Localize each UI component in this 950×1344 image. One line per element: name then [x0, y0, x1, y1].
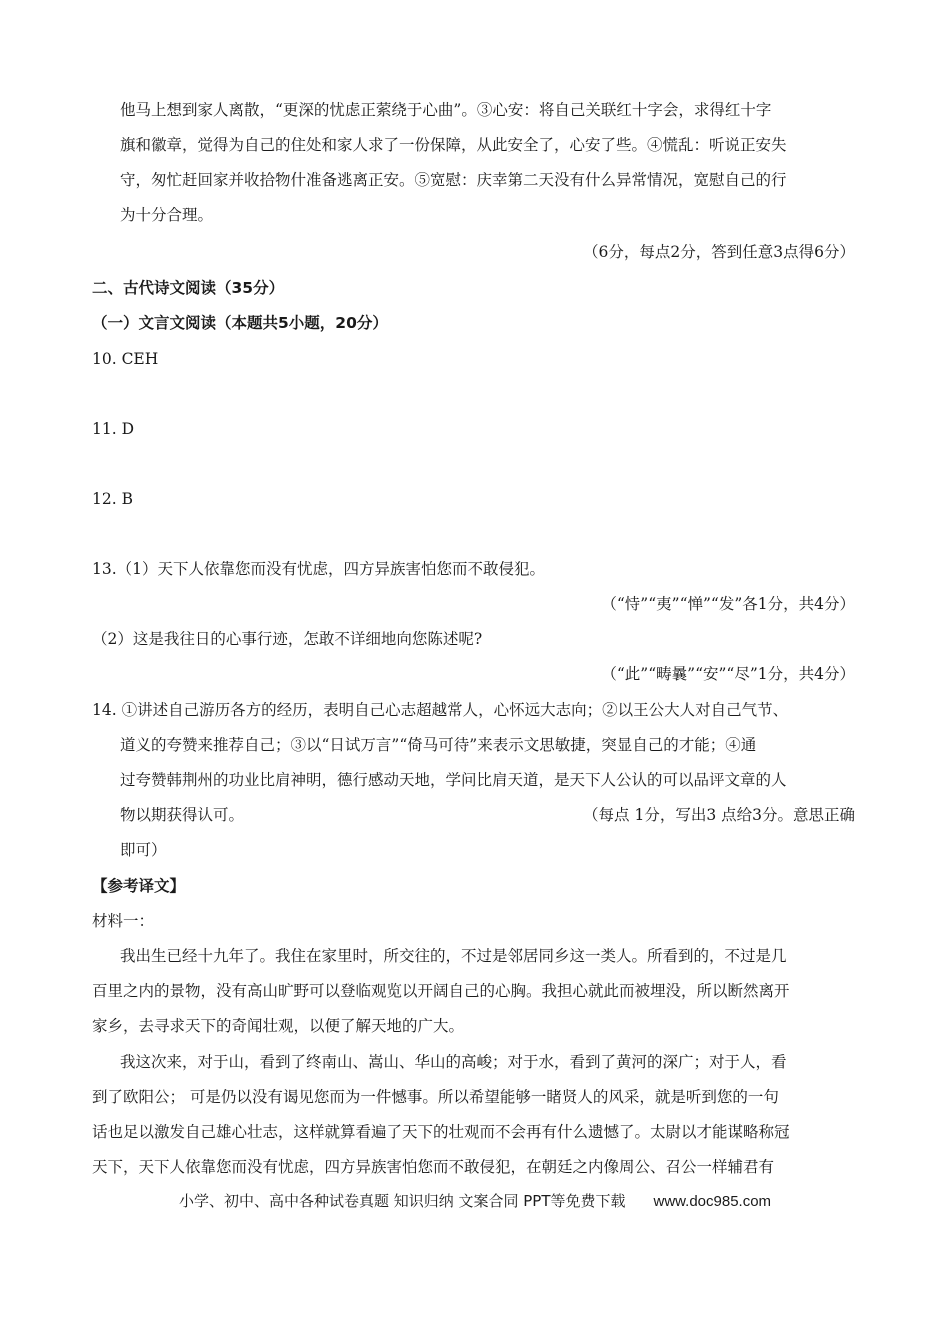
answer-9-line-4: 为十分合理。 [120, 206, 214, 224]
para-1-line-1: 我出生已经十九年了。我住在家里时，所交往的，不过是邻居同乡这一类人。所看到的，不过是几 [120, 947, 787, 965]
answer-14-score-b: 即可） [120, 841, 167, 859]
reference-translation-title: 【参考译文】 [92, 877, 186, 895]
answer-11: 11. D [92, 420, 135, 438]
para-2-line-1: 我这次来，对于山，看到了终南山、嵩山、华山的高峻；对于水，看到了黄河的深广；对于人，看 [120, 1053, 787, 1071]
section-2-title: 二、古代诗文阅读（35分） [92, 279, 285, 297]
answer-9-line-3: 守，匆忙赶回家并收拾物什准备逃离正安。⑤宽慰：庆幸第二天没有什么异常情况，宽慰自己的行 [120, 171, 787, 189]
answer-14-score-a: （每点 1分，写出3 点给3分。意思正确 [583, 806, 855, 824]
answer-9-line-1: 他马上想到家人离散，“更深的忧虑正萦绕于心曲”。③心安：将自己关联红十字会，求得红十字 [120, 101, 772, 119]
page-footer [0, 1190, 950, 1211]
para-1-line-3: 家乡，去寻求天下的奇闻壮观，以便了解天地的广大。 [92, 1017, 465, 1035]
answer-13-2-score: （“此”“畴曩”“安”“尽”1分，共4分） [601, 665, 855, 683]
answer-14-line-3: 过夸赞韩荆州的功业比肩神明，德行感动天地，学问比肩天道，是天下人公认的可以品评文章的人 [120, 771, 787, 789]
answer-13-1-score: （“恃”“夷”“惮”“发”各1分，共4分） [601, 595, 855, 613]
answer-13-2: （2）这是我往日的心事行迹，怎敢不详细地向您陈述呢? [92, 630, 483, 648]
para-2-line-3: 话也足以激发自己雄心壮志，这样就算看遍了天下的壮观而不会再有什么遗憾了。太尉以才能谋略称冠 [92, 1123, 790, 1141]
answer-13-1: 13.（1）天下人依靠您而没有忧虑，四方异族害怕您而不敢侵犯。 [92, 560, 546, 578]
answer-9-line-2: 旗和徽章，觉得为自己的住处和家人求了一份保障，从此安全了，心安了些。④慌乱：听说正安失 [120, 136, 787, 154]
answer-14-line-4: 物以期获得认可。 [120, 806, 245, 824]
para-1-line-2: 百里之内的景物，没有高山旷野可以登临观览以开阔自己的心胸。我担心就此而被埋没，所以断然离开 [92, 982, 790, 1000]
score-note-9: （6分，每点2分，答到任意3点得6分） [583, 243, 855, 261]
subsection-1-title: （一）文言文阅读（本题共5小题，20分） [92, 314, 388, 332]
footer-url[interactable]: www.doc985.com [653, 1193, 772, 1210]
answer-14-line-2: 道义的夸赞来推荐自己；③以“日试万言”“倚马可待”来表示文思敏捷，突显自己的才能；④通 [120, 736, 757, 754]
answer-10: 10. CEH [92, 350, 159, 368]
answer-12: 12. B [92, 490, 133, 508]
para-2-line-4: 天下，天下人依靠您而没有忧虑，四方异族害怕您而不敢侵犯，在朝廷之内像周公、召公一样辅君有 [92, 1158, 775, 1176]
material-1-label: 材料一： [92, 912, 155, 930]
para-2-line-2: 到了欧阳公； 可是仍以没有谒见您而为一件憾事。所以希望能够一睹贤人的风采，就是听到您的一句 [92, 1088, 779, 1106]
answer-14-line-1: 14. ①讲述自己游历各方的经历，表明自己心志超越常人，心怀远大志向；②以王公大人对自己气节、 [92, 701, 789, 719]
footer-text: 小学、初中、高中各种试卷真题 知识归纳 文案合同 PPT等免费下载 [178, 1192, 626, 1210]
